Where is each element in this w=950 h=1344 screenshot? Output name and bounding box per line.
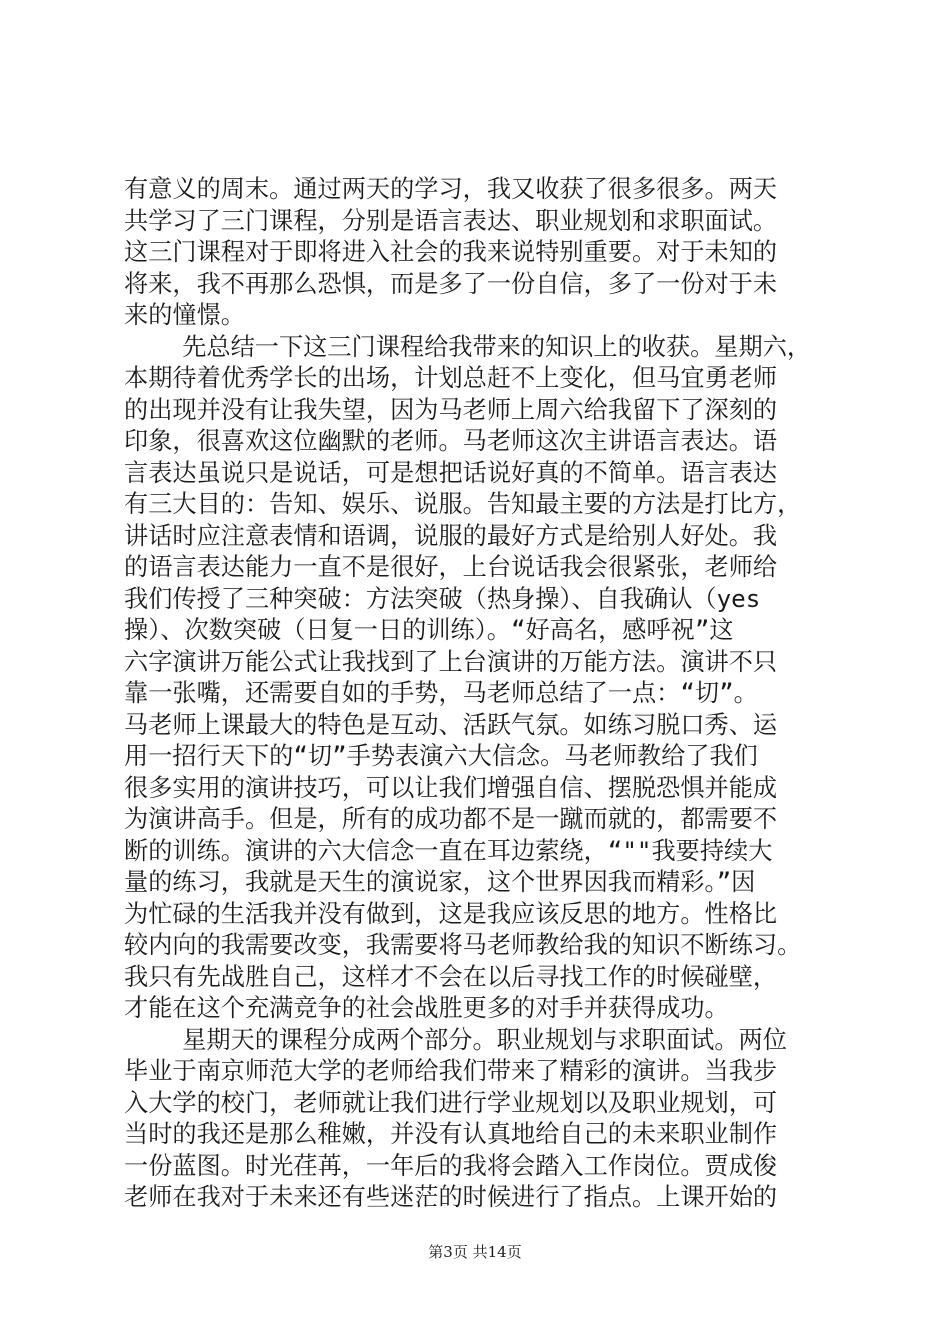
text-line: 有三大目的：告知、娱乐、说服。告知最主要的方法是打比方， xyxy=(124,490,802,518)
text-line: 量的练习，我就是天生的演说家，这个世界因我而精彩。”因 xyxy=(124,868,756,896)
text-line: 言表达虽说只是说话，可是想把话说好真的不简单。语言表达 xyxy=(124,458,778,487)
text-line: 用一招行天下的“切”手势表演六大信念。马老师教给了我们 xyxy=(124,742,758,770)
text-line: 断的训练。演讲的六大信念一直在耳边萦绕，“""我要持续大 xyxy=(124,836,773,865)
text-line: 当时的我还是那么稚嫩，并没有认真地给自己的未来职业制作 xyxy=(124,1120,778,1148)
text-line: 我只有先战胜自己，这样才不会在以后寻找工作的时候碰壁， xyxy=(124,962,778,991)
text-line: 有意义的周末。通过两天的学习，我又收获了很多很多。两天 xyxy=(124,175,778,203)
text-line: 很多实用的演讲技巧，可以让我们增强自信、摆脱恐惧并能成 xyxy=(124,773,778,802)
text-line: 讲话时应注意表情和语调，说服的最好方式是给别人好处。我 xyxy=(124,521,778,550)
text-line: 操）、次数突破（日复一日的训练）。“好高名，感呼祝”这 xyxy=(124,616,734,644)
text-line: 为演讲高手。但是，所有的成功都不是一蹴而就的，都需要不 xyxy=(124,805,778,833)
text-line: 印象，很喜欢这位幽默的老师。马老师这次主讲语言表达。语 xyxy=(124,427,778,455)
text-line: 共学习了三门课程，分别是语言表达、职业规划和求职面试。 xyxy=(124,206,778,235)
text-line: 入大学的校门，老师就让我们进行学业规划以及职业规划，可 xyxy=(124,1088,778,1117)
text-line: 毕业于南京师范大学的老师给我们带来了精彩的演讲。当我步 xyxy=(124,1057,778,1085)
text-line: 马老师上课最大的特色是互动、活跃气氛。如练习脱口秀、运 xyxy=(124,710,778,739)
text-line: 的语言表达能力一直不是很好，上台说话我会很紧张，老师给 xyxy=(124,553,778,581)
text-line: 来的憧憬。 xyxy=(124,301,245,329)
text-line: 一份蓝图。时光荏苒，一年后的我将会踏入工作岗位。贾成俊 xyxy=(124,1151,778,1180)
text-line: 本期待着优秀学长的出场，计划总赶不上变化，但马宜勇老师 xyxy=(124,364,778,392)
text-line: 才能在这个充满竞争的社会战胜更多的对手并获得成功。 xyxy=(124,994,729,1022)
text-line: 靠一张嘴，还需要自如的手势，马老师总结了一点：“切”。 xyxy=(124,679,758,707)
text-line: 较内向的我需要改变，我需要将马老师教给我的知识不断练习。 xyxy=(124,931,802,959)
document-body xyxy=(124,174,834,1214)
text-line: 的出现并没有让我失望，因为马老师上周六给我留下了深刻的 xyxy=(124,395,778,424)
text-line: 将来，我不再那么恐惧，而是多了一份自信，多了一份对于未 xyxy=(124,269,778,298)
text-line: 为忙碌的生活我并没有做到，这是我应该反思的地方。性格比 xyxy=(124,899,778,928)
text-line: 六字演讲万能公式让我找到了上台演讲的万能方法。演讲不只 xyxy=(124,647,778,676)
text-line: 老师在我对于未来还有些迷茫的时候进行了指点。上课开始的 xyxy=(124,1183,778,1211)
text-line: 星期天的课程分成两个部分。职业规划与求职面试。两位 xyxy=(124,1025,787,1054)
text-line: 这三门课程对于即将进入社会的我来说特别重要。对于未知的 xyxy=(124,238,778,266)
text-line: 我们传授了三种突破：方法突破（热身操）、自我确认（yes xyxy=(124,584,761,613)
text-line: 先总结一下这三门课程给我带来的知识上的收获。星期六， xyxy=(124,332,812,361)
page-number-footer: 第3页 共14页 xyxy=(428,1243,522,1261)
